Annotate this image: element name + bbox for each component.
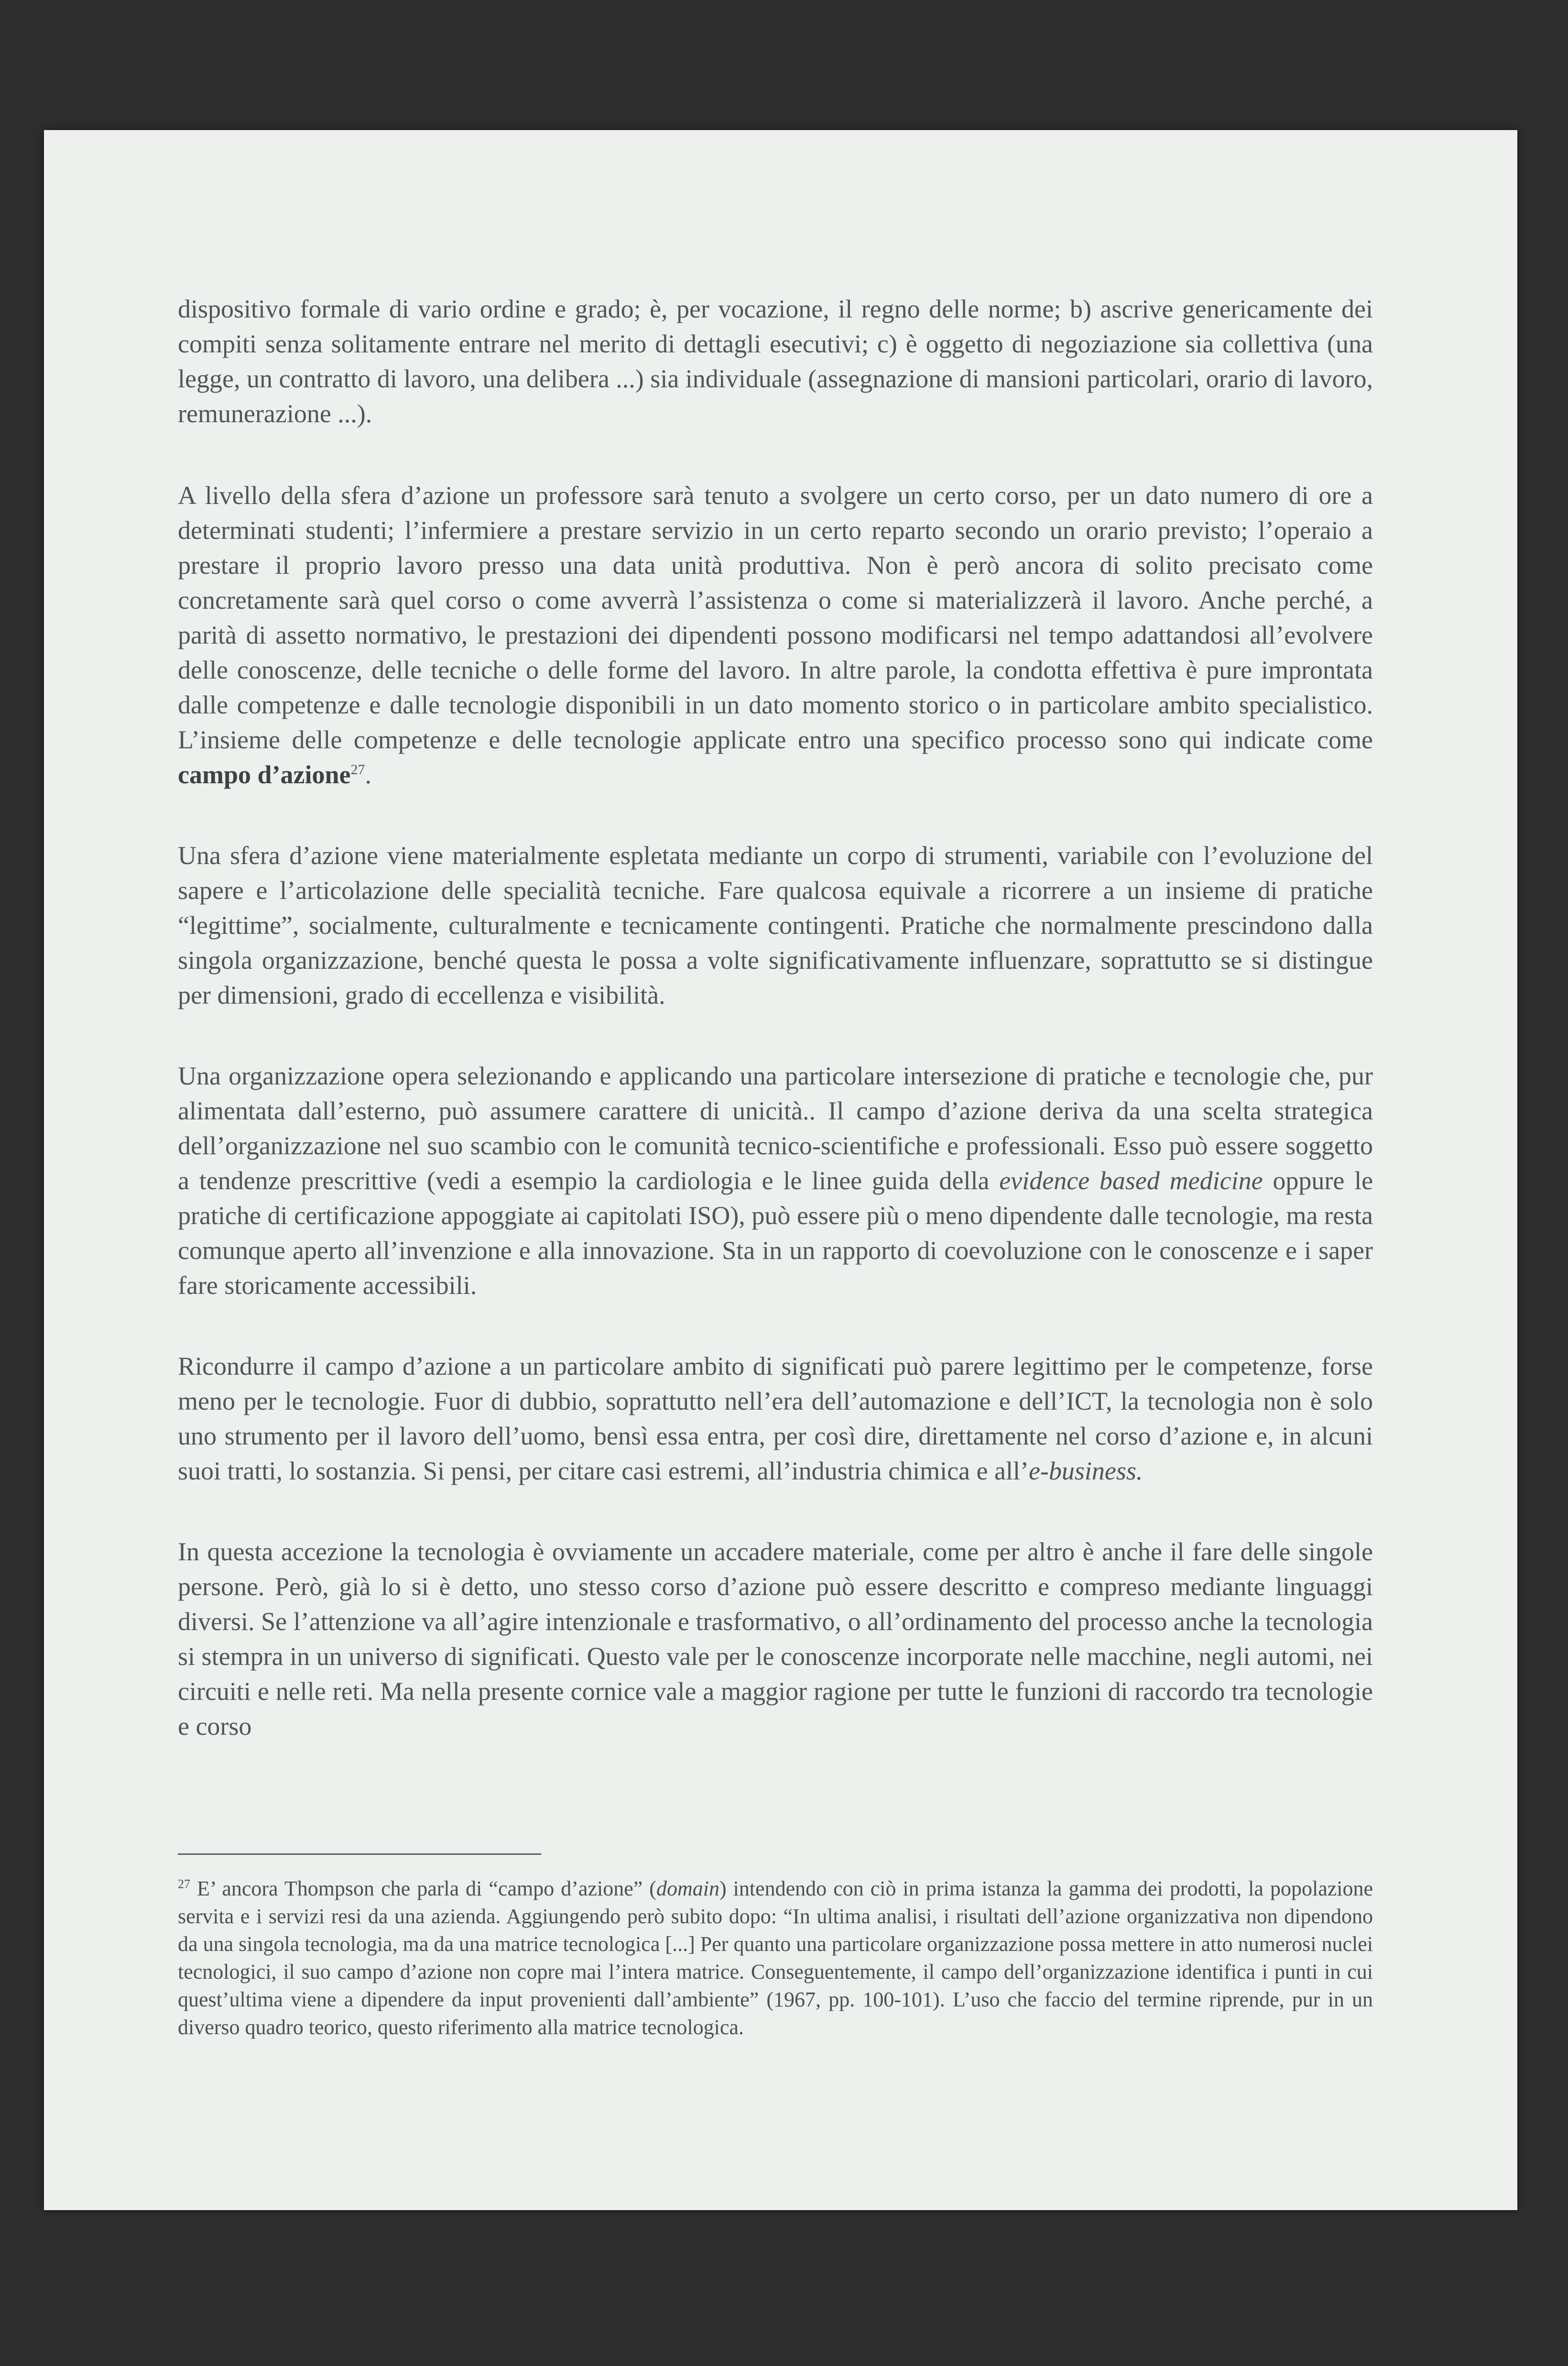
footnote-27 xyxy=(178,1875,1373,2041)
footnote-text-end: ) intendendo con ciò in prima istanza la gamma dei prodotti, la popolazione servita e i servizi resi da una azienda. Aggiungendo però subito dopo: “In ultima analisi, i risultati dell’azione organizzativa non dipendono da una singola tecnologia, ma da una matrice tecnologica [...] Per quanto una particolare organizzazione possa mettere in atto numerosi nuclei tecnologici, il suo campo d’azione non copre mai l’intera matrice. Conseguentemente, il campo dell’organizzazione identifica i punti in cui quest’ultima viene a dipendere da input provenienti dall’ambiente” (1967, pp. 100-101). L’uso che faccio del termine riprende, pur in un diverso quadro teorico, questo riferimento alla matrice tecnologica. xyxy=(178,1877,1373,2039)
paragraph-2-text: A livello della sfera d’azione un professore sarà tenuto a svolgere un certo corso, per un dato numero di ore a determinati studenti; l’infermiere a prestare servizio in un certo reparto secondo un orario previsto; l’operaio a prestare il proprio lavoro presso una data unità produttiva. Non è però ancora di solito precisato come concretamente sarà quel corso o come avverrà l’assistenza o come si materializzerà il lavoro. Anche perché, a parità di assetto normativo, le prestazioni dei dipendenti possono modificarsi nel tempo adattandosi all’evolvere delle conoscenze, delle tecniche o delle forme del lavoro. In altre parole, la condotta effettiva è pure improntata dalle competenze e dalle tecnologie disponibili in un dato momento storico o in particolare ambito specialistico. L’insieme delle competenze e delle tecnologie applicate entro una specifico processo sono qui indicate come xyxy=(178,481,1373,754)
paragraph-3 xyxy=(178,838,1373,1013)
footnote-number: 27 xyxy=(178,1877,190,1891)
paragraph-1 xyxy=(178,292,1373,431)
paragraph-4 xyxy=(178,1059,1373,1303)
emphasis-evidence-based-medicine: evidence based medicine xyxy=(999,1166,1263,1195)
footnote-emphasis-domain: domain xyxy=(656,1877,719,1900)
paragraph-4-text-start: Una organizzazione opera selezionando e applicando una particolare intersezione di pratiche e tecnologie che, pur alimentata dall’esterno, può assumere carattere di unicità.. Il campo d’azione deriva da una scelta strategica dell’organizzazione nel suo scambio con le comunità tecnico-scientifiche e professionali. Esso può essere soggetto a tendenze prescrittive (vedi a esempio la cardiologia e le linee guida della xyxy=(178,1062,1373,1195)
paragraph-4-text-end: oppure le pratiche di certificazione appoggiate ai capitolati ISO), può essere più o meno dipendente dalle tecnologie, ma resta comunque aperto all’invenzione e alla innovazione. Sta in un rapporto di coevoluzione con le conoscenze e i saper fare storicamente accessibili. xyxy=(178,1166,1373,1300)
emphasis-e-business: e-business. xyxy=(1028,1457,1143,1485)
footnotes xyxy=(178,1853,1373,2041)
paragraph-3-text: Una sfera d’azione viene materialmente espletata mediante un corpo di strumenti, variabile con l’evoluzione del sapere e l’articolazione delle specialità tecniche. Fare qualcosa equivale a ricorrere a un insieme di pratiche “legittime”, socialmente, culturalmente e tecnicamente contingenti. Pratiche che normalmente prescindono dalla singola organizzazione, benché questa le possa a volte significativamente influenzare, soprattutto se si distingue per dimensioni, grado di eccellenza e visibilità. xyxy=(178,841,1373,1009)
paragraph-5 xyxy=(178,1349,1373,1489)
footnote-text-start: E’ ancora Thompson che parla di “campo d’azione” ( xyxy=(197,1877,656,1900)
paragraph-5-text: Ricondurre il campo d’azione a un particolare ambito di significati può parere legittimo per le competenze, forse meno per le tecnologie. Fuor di dubbio, soprattutto nell’era dell’automazione e dell’ICT, la tecnologia non è solo uno strumento per il lavoro dell’uomo, bensì essa entra, per così dire, direttamente nel corso d’azione e, in alcuni suoi tratti, lo sostanzia. Si pensi, per citare casi estremi, all’industria chimica e all’ xyxy=(178,1352,1373,1485)
paragraph-2 xyxy=(178,478,1373,792)
paragraph-6 xyxy=(178,1534,1373,1744)
paragraph-6-text: In questa accezione la tecnologia è ovviamente un accadere materiale, come per altro è anche il fare delle singole persone. Però, già lo si è detto, uno stesso corso d’azione può essere descritto e compreso mediante linguaggi diversi. Se l’attenzione va all’agire intenzionale e trasformativo, o all’ordinamento del processo anche la tecnologia si stempra in un universo di significati. Questo vale per le conoscenze incorporate nelle macchine, negli automi, nei circuiti e nelle reti. Ma nella presente cornice vale a maggior ragione per tutte le funzioni di raccordo tra tecnologie e corso xyxy=(178,1537,1373,1741)
paragraph-1-text: dispositivo formale di vario ordine e grado; è, per vocazione, il regno delle norme; b) ascrive genericamente dei compiti senza solitamente entrare nel merito di dettagli esecutivi; c) è oggetto di negoziazione sia collettiva (una legge, un contratto di lavoro, una delibera ...) sia individuale (assegnazione di mansioni particolari, orario di lavoro, remunerazione ...). xyxy=(178,295,1373,428)
footnote-reference[interactable]: 27 xyxy=(350,762,365,778)
body-text xyxy=(178,292,1373,1744)
footnote-divider xyxy=(178,1853,541,1855)
paragraph-2-end: . xyxy=(365,760,371,789)
document-page xyxy=(44,130,1517,2210)
term-campo-azione: campo d’azione xyxy=(178,760,351,789)
